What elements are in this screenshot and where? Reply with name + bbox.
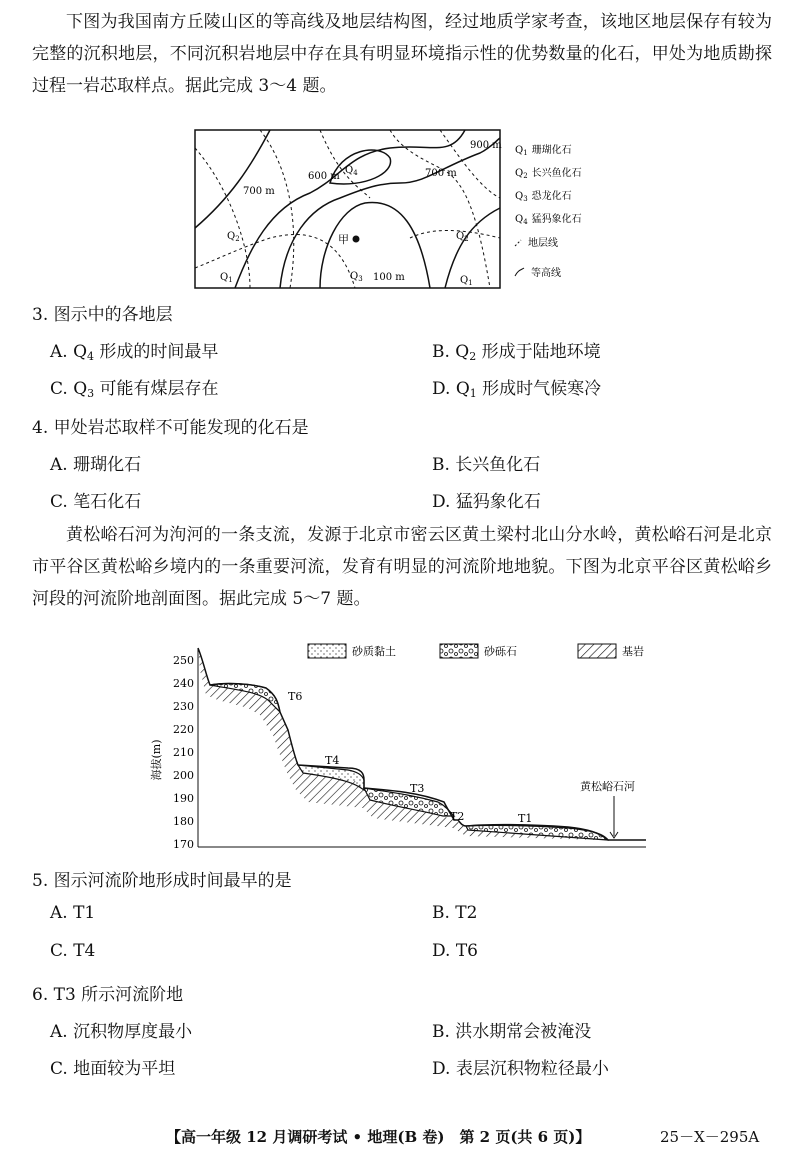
q5-option-d[interactable]: D. T6	[432, 941, 478, 961]
contour-label-900: 900 m	[470, 140, 502, 151]
legend-q4: $Q_4$ 猛犸象化石	[515, 214, 582, 226]
contour-label-700b: 700 m	[425, 168, 457, 179]
contour-label-100: 100 m	[373, 272, 405, 283]
q3-option-a[interactable]: A. $Q_4$ 形成的时间最早	[50, 342, 219, 363]
ytick-170: 170	[173, 838, 194, 851]
ytick-210: 210	[173, 746, 194, 759]
q3-option-c[interactable]: C. $Q_3$ 可能有煤层存在	[50, 379, 219, 400]
legend-q1: $Q_1$ 珊瑚化石	[515, 145, 572, 157]
contour-label-600: 600 m	[308, 171, 340, 182]
q4-option-b[interactable]: B. 长兴鱼化石	[432, 455, 541, 475]
point-jia-marker	[353, 236, 360, 243]
legend-gravel: 砂砾石	[484, 645, 517, 658]
ytick-220: 220	[173, 723, 194, 736]
stratum-q2-left: $Q_2$	[227, 231, 240, 243]
page-footer: 【高一年级 12 月调研考试 • 地理(B 卷) 第 2 页(共 6 页)】	[166, 1128, 591, 1146]
legend-q2: $Q_2$ 长兴鱼化石	[515, 168, 582, 180]
q5-option-a[interactable]: A. T1	[50, 903, 96, 923]
intro-paragraph-2: 黄松峪石河为泃河的一条支流，发源于北京市密云区黄土梁村北山分水岭，黄松峪石河是北京市平谷区黄松峪乡境内的一条重要河流，发育有明显的河流阶地地貌。下图为北京平谷区黄松峪乡河段的河流阶地剖面图。据此完成 5～7 题。	[32, 525, 772, 609]
ytick-240: 240	[173, 677, 194, 690]
q5-option-c[interactable]: C. T4	[50, 941, 96, 961]
q6-stem: 6. T3 所示河流阶地	[32, 985, 184, 1005]
stratum-q1-right: $Q_1$	[460, 275, 473, 287]
intro-paragraph-1: 下图为我国南方丘陵山区的等高线及地层结构图，经过地质学家考查，该地区地层保存有较为完整的沉积地层，不同沉积岩地层中存在具有明显环境指示性的优势数量的化石，甲处为地质勘探过程一岩芯取样点。据此完成 3～4 题。	[32, 12, 772, 96]
contour-strata-map	[190, 128, 610, 290]
river-terrace-profile	[148, 640, 658, 860]
q6-option-a[interactable]: A. 沉积物厚度最小	[50, 1022, 193, 1042]
y-axis-label: 海拔(m)	[150, 739, 163, 781]
terrace-t1: T1	[518, 812, 533, 825]
stratum-q2-right: $Q_2$	[456, 231, 469, 243]
terrace-t3: T3	[410, 782, 425, 795]
ytick-230: 230	[173, 700, 194, 713]
q5-option-b[interactable]: B. T2	[432, 903, 478, 923]
q6-option-c[interactable]: C. 地面较为平坦	[50, 1059, 176, 1079]
terrace-t4: T4	[325, 754, 340, 767]
stratum-q4: $Q_4$	[345, 165, 358, 177]
q4-option-a[interactable]: A. 珊瑚化石	[50, 455, 142, 475]
legend-sandy-clay: 砂质黏土	[352, 645, 396, 658]
terrace-t2: T2	[450, 810, 465, 823]
q3-option-d[interactable]: D. $Q_1$ 形成时气候寒冷	[432, 379, 602, 400]
legend-q3: $Q_3$ 恐龙化石	[515, 191, 572, 203]
river-label: 黄松峪石河	[580, 780, 635, 793]
point-jia-label: 甲	[338, 233, 349, 246]
q6-option-d[interactable]: D. 表层沉积物粒径最小	[432, 1059, 609, 1079]
ytick-250: 250	[173, 654, 194, 667]
q5-stem: 5. 图示河流阶地形成时间最早的是	[32, 871, 292, 891]
contour-label-700a: 700 m	[243, 186, 275, 197]
q4-stem: 4. 甲处岩芯取样不可能发现的化石是	[32, 418, 309, 438]
q3-stem: 3. 图示中的各地层	[32, 305, 173, 325]
q6-option-b[interactable]: B. 洪水期常会被淹没	[432, 1022, 592, 1042]
ytick-180: 180	[173, 815, 194, 828]
legend-bedrock: 基岩	[622, 645, 644, 658]
q4-option-d[interactable]: D. 猛犸象化石	[432, 492, 541, 512]
terrace-t6: T6	[288, 690, 303, 703]
page-code: 25－X－295A	[660, 1128, 760, 1146]
legend-stratum-line: 地层线	[528, 238, 558, 249]
stratum-q3: $Q_3$	[350, 271, 363, 283]
ytick-190: 190	[173, 792, 194, 805]
legend-contour-line: 等高线	[531, 268, 561, 279]
q3-option-b[interactable]: B. $Q_2$ 形成于陆地环境	[432, 342, 601, 363]
ytick-200: 200	[173, 769, 194, 782]
q4-option-c[interactable]: C. 笔石化石	[50, 492, 142, 512]
stratum-q1-left: $Q_1$	[220, 272, 233, 284]
